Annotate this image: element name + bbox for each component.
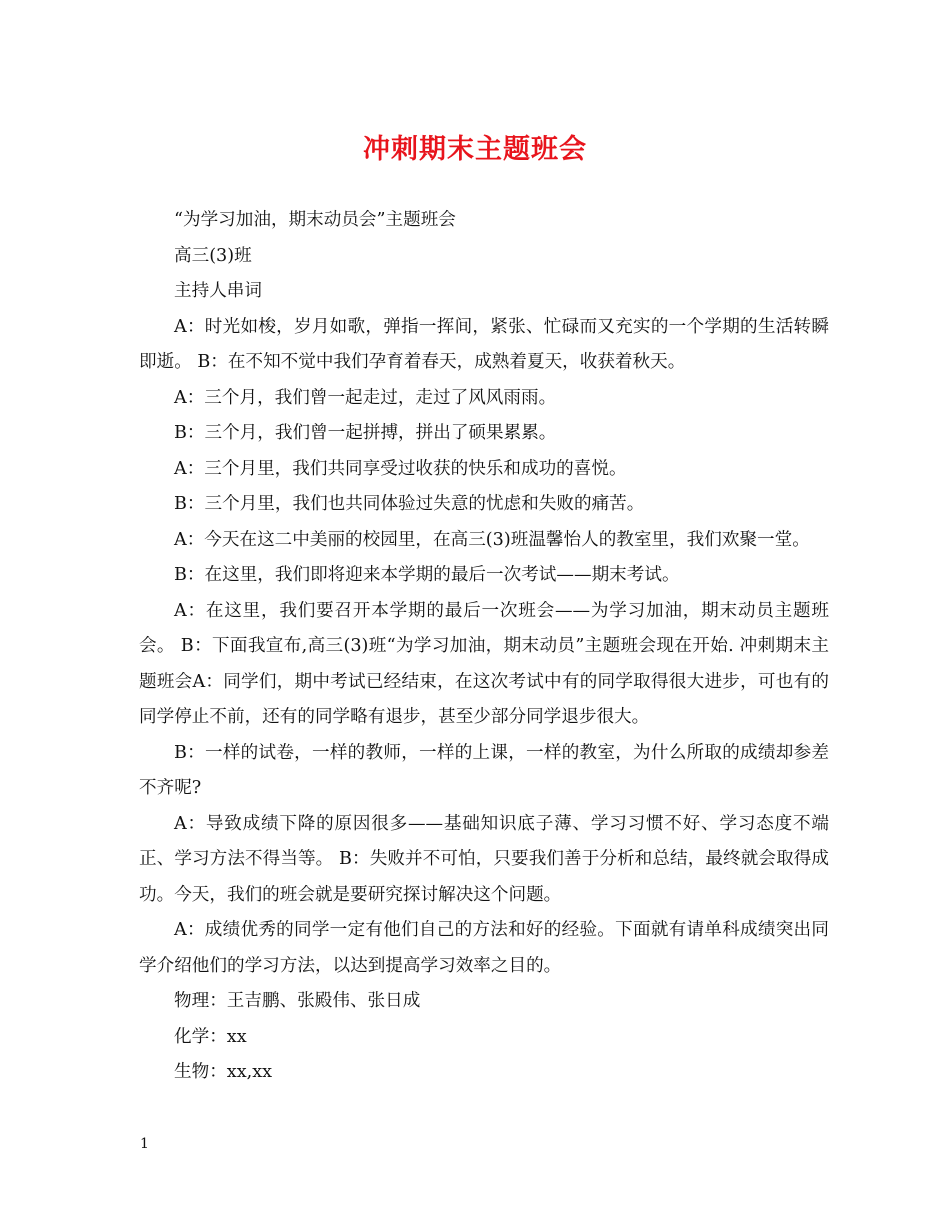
paragraph: B：三个月里，我们也共同体验过失意的忧虑和失败的痛苦。 <box>174 494 645 514</box>
paragraph: A：三个月里，我们共同享受过收获的快乐和成功的喜悦。 <box>174 458 627 479</box>
document-title: 冲刺期末主题班会 <box>363 134 587 165</box>
paragraph: B：在这里，我们即将迎来本学期的最后一次考试——期末考试。 <box>174 565 680 585</box>
paragraph: A：三个月，我们曾一起走过，走过了风风雨雨。 <box>174 387 557 408</box>
paragraph: A：导致成绩下降的原因很多——基础知识底子薄、学习习惯不好、学习态度不端正、学习方法不得当等。 B：失败并不可怕，只要我们善于分析和总结，最终就会取得成功。今天，我们的班会就是要研究探讨解决这个问题。 <box>139 813 829 905</box>
paragraph: 主持人串词 <box>174 281 262 301</box>
paragraph: A：成绩优秀的同学一定有他们自己的方法和好的经验。下面就有请单科成绩突出同学介绍他们的学习方法，以达到提高学习效率之目的。 <box>139 920 829 976</box>
document-body <box>139 203 829 1091</box>
paragraph: B：三个月，我们曾一起拼搏，拼出了硕果累累。 <box>174 423 557 443</box>
paragraph: A：今天在这二中美丽的校园里，在高三(3)班温馨怡人的教室里，我们欢聚一堂。 <box>174 529 810 550</box>
paragraph: A：在这里，我们要召开本学期的最后一次班会——为学习加油，期末动员主题班会。 B：下面我宣布,高三(3)班“为学习加油，期末动员”主题班会现在开始. 冲刺期末主题班会A：同学们，期中考试已经结束，在这次考试中有的同学取得很大进步，可也有的同学停止不前，还有的同学略有退步，甚至少部分同学退步很大。 <box>139 600 829 727</box>
paragraph: 生物：xx,xx <box>174 1062 273 1082</box>
paragraph: A：时光如梭，岁月如歌，弹指一挥间，紧张、忙碌而又充实的一个学期的生活转瞬即逝。 B：在不知不觉中我们孕育着春天，成熟着夏天，收获着秋天。 <box>139 316 829 372</box>
paragraph: 高三(3)班 <box>174 245 252 266</box>
paragraph: “为学习加油，期末动员会”主题班会 <box>174 210 456 230</box>
paragraph: 物理：王吉鹏、张殿伟、张日成 <box>174 991 421 1011</box>
paragraph: 化学：xx <box>174 1026 247 1047</box>
page-number: 1 <box>140 1136 149 1152</box>
paragraph: B：一样的试卷，一样的教师，一样的上课，一样的教室，为什么所取的成绩却参差不齐呢? <box>139 742 829 798</box>
